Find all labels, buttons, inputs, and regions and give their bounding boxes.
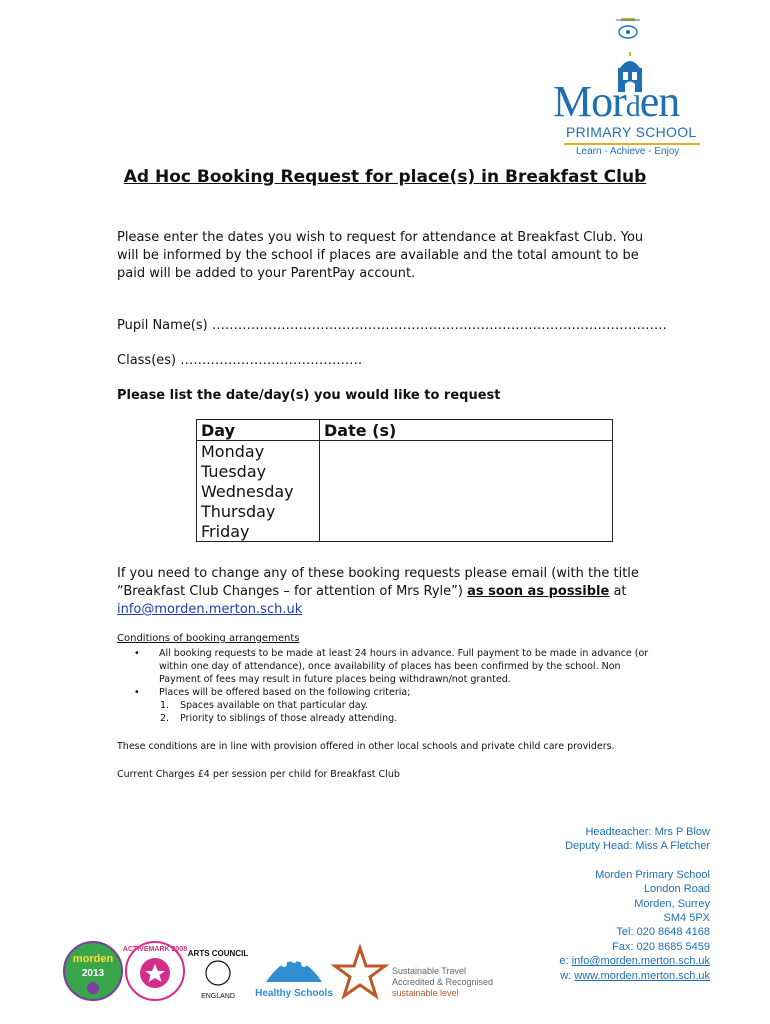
web-line — [559, 969, 710, 983]
bullet-icon: • — [134, 687, 140, 698]
date-cell[interactable] — [320, 461, 613, 481]
criteria-text: Priority to siblings of those already attending. — [180, 713, 398, 724]
contact-email-link[interactable]: info@morden.merton.sch.uk — [571, 955, 710, 968]
change-request-text: If you need to change any of these booking requests please email (with the title “Breakfast Club Changes – for attention of Mrs Ryle”) — [117, 566, 639, 599]
table-row — [197, 441, 613, 462]
morden-games-badge — [62, 940, 124, 1002]
list-item — [134, 647, 664, 686]
web-label: w: — [560, 969, 572, 982]
badge-england: ENGLAND — [201, 993, 235, 1000]
sustainable-line: Sustainable Travel — [392, 966, 467, 976]
date-cell[interactable] — [320, 501, 613, 521]
sustainable-travel-star-icon — [332, 944, 388, 1002]
healthy-schools-badge — [255, 944, 333, 1002]
badge-morden-word: morden — [72, 953, 114, 965]
address-line: SM4 5PX — [663, 912, 710, 925]
badge-healthy-schools: Healthy Schools — [255, 988, 333, 999]
badge-morden-year: 2013 — [81, 968, 105, 979]
day-cell: Friday — [197, 521, 320, 542]
activemark-badge — [124, 940, 186, 1002]
table-row — [197, 501, 613, 521]
date-cell[interactable] — [320, 521, 613, 542]
table-row — [197, 521, 613, 542]
email-label: e: — [559, 955, 569, 968]
badge-arts-council: ARTS COUNCIL — [187, 949, 249, 958]
date-cell[interactable] — [320, 481, 613, 501]
bullet-icon: • — [134, 648, 140, 659]
date-cell[interactable] — [320, 441, 613, 462]
logo-name-small: d — [625, 90, 640, 123]
list-heading: Please list the date/day(s) you would like to request — [117, 388, 501, 403]
deputy-head: Deputy Head: Miss A Fletcher — [565, 840, 710, 853]
day-cell: Tuesday — [197, 461, 320, 481]
condition-text: All booking requests to be made at least 24 hours in advance. Full payment to be made in advance (or within one day of attendance), once availability of places has been confirmed by the school. Non Payment of fees may result in future places being withdrawn/not granted. — [159, 648, 649, 685]
sustainable-line: Accredited & Recognised — [392, 977, 494, 987]
intro-paragraph: Please enter the dates you wish to request for attendance at Breakfast Club. You will be informed by the school if places are available and the total amount to be paid will be added to your ParentPay account. — [117, 230, 644, 281]
date-column-header: Date (s) — [320, 420, 613, 441]
item-number: 2. — [160, 713, 170, 724]
list-item — [134, 686, 664, 699]
sustainable-level: sustainable level — [392, 988, 459, 998]
list-item — [134, 699, 664, 712]
day-cell: Thursday — [197, 501, 320, 521]
website-link[interactable]: www.morden.merton.sch.uk — [574, 969, 710, 982]
email-line — [559, 954, 710, 968]
logo-name-main: Mor — [553, 77, 626, 126]
address-line: Morden Primary School — [595, 868, 710, 881]
logo-name-end: en — [639, 77, 680, 126]
table-header-row — [197, 420, 613, 441]
classes-field[interactable]: Class(es) …………………………………… — [117, 353, 363, 368]
arts-council-badge — [187, 942, 249, 1004]
badge-activemark: ACTIVEMARK 2008 — [122, 946, 188, 953]
change-request-at: at — [613, 584, 627, 599]
telephone: Tel: 020 8648 4168 — [616, 926, 710, 939]
day-cell: Wednesday — [197, 481, 320, 501]
school-logo-wordmark — [553, 77, 680, 126]
logo-school-name: PRIMARY SCHOOL — [566, 124, 697, 140]
logo-divider — [564, 143, 700, 145]
fax: Fax: 020 8685 5459 — [612, 940, 710, 953]
booking-table — [196, 419, 613, 542]
condition-text: Places will be offered based on the following criteria; — [159, 687, 411, 698]
table-row — [197, 481, 613, 501]
school-crest-icon — [612, 16, 644, 40]
change-request-paragraph — [117, 565, 647, 619]
headteacher: Headteacher: Mrs P Blow — [585, 826, 710, 838]
conditions-list — [134, 647, 664, 725]
conditions-note: These conditions are in line with provision offered in other local schools and private child care providers. — [117, 741, 615, 752]
logo-motto: Learn - Achieve - Enjoy — [576, 146, 680, 157]
address-line: Morden, Surrey — [634, 897, 710, 910]
item-number: 1. — [160, 700, 170, 711]
criteria-text: Spaces available on that particular day. — [180, 700, 368, 711]
change-request-emphasis: as soon as possible — [467, 584, 610, 599]
list-item — [134, 712, 664, 725]
charges-text: Current Charges £4 per session per child for Breakfast Club — [117, 769, 400, 780]
page-title: Ad Hoc Booking Request for place(s) in Breakfast Club — [123, 167, 647, 187]
pupil-name-field[interactable]: Pupil Name(s) …………………………………………………………………………………………… — [117, 318, 667, 333]
day-cell: Monday — [197, 441, 320, 462]
school-contacts — [559, 825, 710, 983]
day-column-header: Day — [197, 420, 320, 441]
email-link[interactable]: info@morden.merton.sch.uk — [117, 602, 303, 617]
table-row — [197, 461, 613, 481]
sustainable-travel-text — [392, 966, 493, 999]
conditions-heading: Conditions of booking arrangements — [117, 633, 300, 644]
address-line: London Road — [643, 883, 710, 896]
